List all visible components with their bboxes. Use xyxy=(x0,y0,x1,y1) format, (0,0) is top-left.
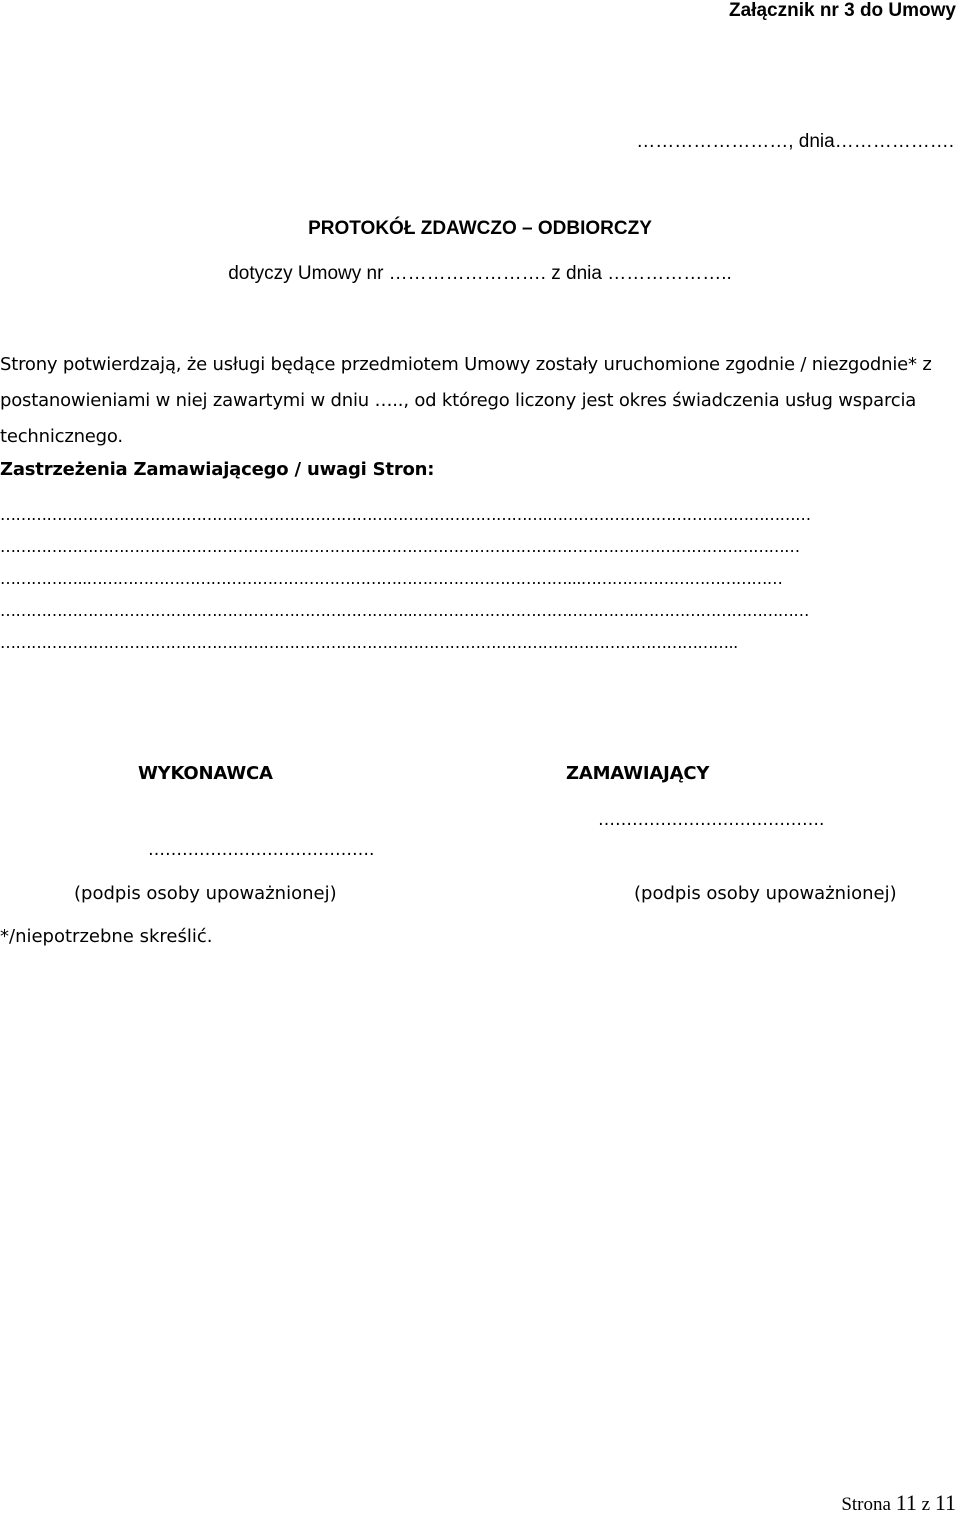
remarks-dotted-line: …………………………………………………………………………………………………………………………….. xyxy=(0,633,738,652)
body-paragraph: Strony potwierdzają, że usługi będące przedmiotem Umowy zostały uruchomione zgodnie / niezgodnie* z postanowieniami w niej zawartymi w dniu ….., od którego liczony jest okres świadczenia usług wsparcia technicznego. xyxy=(0,354,932,447)
contractor-signature-caption: (podpis osoby upoważnionej) xyxy=(74,883,337,904)
page-of: z xyxy=(921,1494,931,1515)
footnote: */niepotrzebne skreślić. xyxy=(0,926,213,947)
document-title: PROTOKÓŁ ZDAWCZO – ODBIORCZY xyxy=(308,218,652,239)
remarks-dotted-line: …………………………………………………..…………………………………………………………………………………… xyxy=(0,537,800,556)
contractor-signature-line: …………………………………. xyxy=(148,840,375,860)
page-word: Strona xyxy=(841,1494,891,1515)
page-number xyxy=(841,1490,956,1516)
page-current: 11 xyxy=(895,1490,917,1515)
remarks-dotted-line: ……………………………………………………………………..……………………………………..…………………………… xyxy=(0,601,809,620)
remarks-dotted-line: ……………..…………………………………………………………………………………...………………………………… xyxy=(0,569,783,588)
place-date-line: ……………………, dnia………………. xyxy=(636,131,954,152)
contractor-label: WYKONAWCA xyxy=(138,763,273,784)
client-signature-line: …………………………………. xyxy=(598,810,825,830)
client-signature-caption: (podpis osoby upoważnionej) xyxy=(634,883,897,904)
remarks-dotted-line: …………………………………………………………………………………………….…………………………………………… xyxy=(0,505,811,524)
document-subtitle: dotyczy Umowy nr ……………………. z dnia ……………….. xyxy=(228,263,732,284)
annex-label: Załącznik nr 3 do Umowy xyxy=(729,0,956,21)
remarks-heading: Zastrzeżenia Zamawiającego / uwagi Stron: xyxy=(0,459,435,480)
client-label: ZAMAWIAJĄCY xyxy=(566,763,710,784)
page-total: 11 xyxy=(934,1490,956,1515)
